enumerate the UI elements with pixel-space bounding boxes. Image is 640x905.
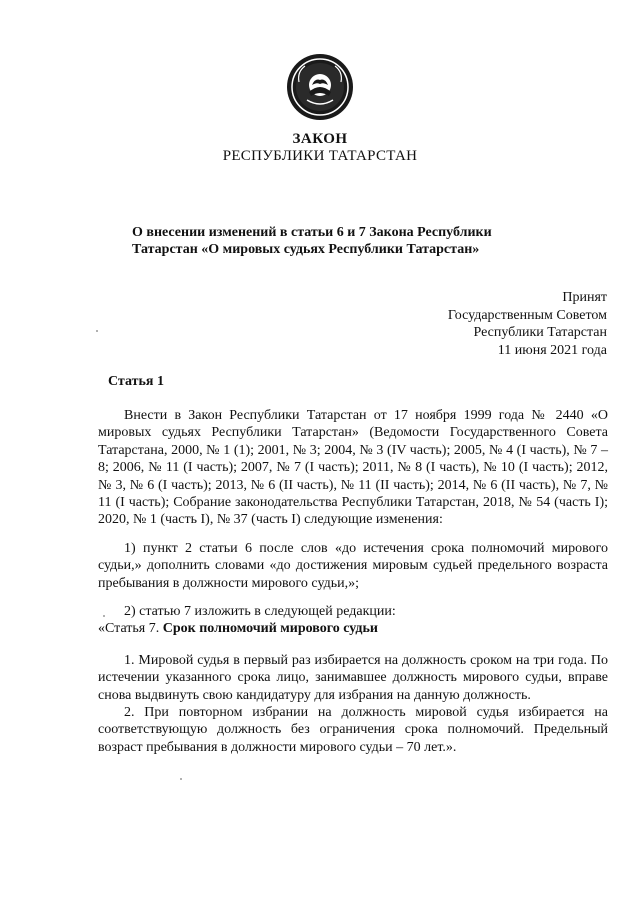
article-paragraph-3: 2) статью 7 изложить в следующей редакции: [124, 604, 396, 619]
adoption-line-3: Республики Татарстан [473, 325, 607, 340]
document-subtitle: РЕСПУБЛИКИ ТАТАРСТАН [222, 148, 418, 164]
law-heading [132, 224, 572, 258]
adoption-block [307, 289, 607, 359]
article-paragraph-2: 1) пункт 2 статьи 6 после слов «до истечения срока полномочий мирового судьи,» дополнить словами «до достижения мировым судьей предельного возраста пребывания в должности мирового судьи,»; [98, 541, 608, 591]
scan-speck [180, 778, 182, 780]
scan-speck [103, 615, 105, 617]
adoption-line-1: Принят [562, 290, 607, 305]
document-title: ЗАКОН [292, 131, 348, 147]
law-heading-line-1: О внесении изменений в статьи 6 и 7 Закона Республики [132, 225, 492, 240]
article-title: Статья 1 [108, 374, 164, 389]
adoption-line-2: Государственным Советом [447, 307, 607, 323]
article-7-name: Срок полномочий мирового судьи [162, 621, 378, 636]
adoption-date: 11 июня 2021 года [497, 342, 607, 358]
article-7-title [98, 620, 608, 637]
law-heading-line-2: Татарстан «О мировых судьях Республики Татарстан» [132, 242, 480, 257]
article-paragraph-1: Внести в Закон Республики Татарстан от 17 ноября 1999 года № 2440 «О мировых судьях Республики Татарстан» (Ведомости Государственного Совета Татарстана, 2000, № 1 (1); 2001, № 3; 2004, № 3 (IV часть); 2005, № 4 (I часть), № 7 – 8; 2006, № 11 (I часть); 2007, № 7 (I часть); 2011, № 8 (I часть), № 10 (I часть); 2012, № 3, № 6 (I часть); 2013, № 6 (II часть), № 11 (II часть); 2014, № 6 (II часть), № 7, № 11 (I часть); Собрание законодательства Республики Татарстан, 2018, № 54 (часть I); 2020, № 1 (часть I), № 37 (часть I) следующие изменения: [98, 408, 608, 528]
article-7-prefix: «Статья 7. [98, 621, 163, 636]
scan-speck [96, 330, 98, 332]
tatarstan-emblem-icon [285, 52, 355, 122]
article-paragraph-6: 2. При повторном избрании на должность мировой судья избирается на соответствующую должность без ограничения срока полномочий. Предельный возраст пребывания в должности мирового судьи – 70 лет.». [98, 705, 608, 755]
article-paragraph-5: 1. Мировой судья в первый раз избирается на должность сроком на три года. По истечении указанного срока лицо, занимавшее должность мирового судьи, вправе снова выдвинуть свою кандидатуру для избрания на данную должность. [98, 653, 608, 703]
